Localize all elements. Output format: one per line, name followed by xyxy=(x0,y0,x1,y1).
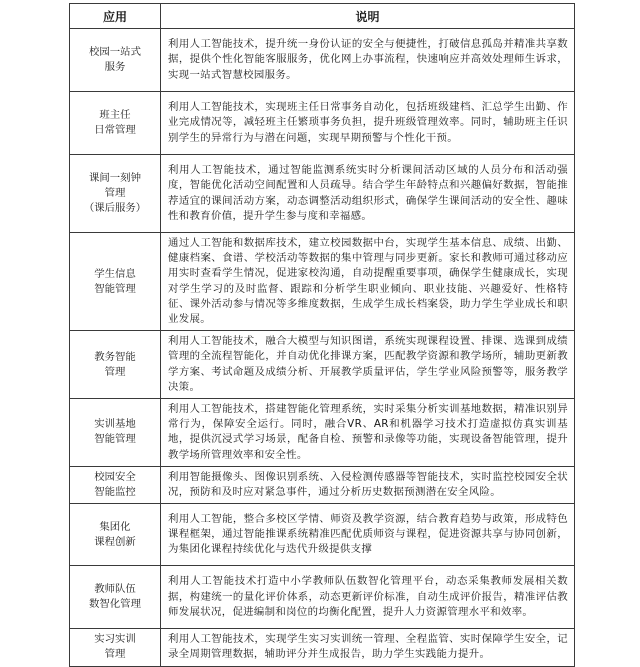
header-desc: 说明 xyxy=(161,4,575,29)
app-name-line: 教师队伍 xyxy=(94,583,136,596)
app-name-cell xyxy=(70,399,161,467)
app-description-cell: 通过人工智能和数据库技术，建立校园数据中台，实现学生基本信息、成绩、出勤、健康档案、食谱、学校活动等数据的集中管理与同步更新。家长和教师可通过移动应用实时查看学生情况，促进家校沟通，自动提醒重要事项，确保学生健康成长，实现对学生学习的及时监督、跟踪和分析学生职业倾向、职业技能、兴趣爱好、性格特征、课外活动参与情况等多维度数据，生成学生成长档案袋，助力学生学业成长和职业发展。 xyxy=(161,233,575,331)
app-name-cell xyxy=(70,629,161,666)
applications-table xyxy=(69,3,575,667)
app-name-line: 实训基地 xyxy=(94,418,136,431)
table-row xyxy=(70,29,575,92)
app-name-line: 实习实训 xyxy=(94,633,136,646)
app-name-line: 日常管理 xyxy=(94,124,136,136)
app-description-cell: 利用人工智能技术，通过智能监测系统实时分析课间活动区域的人员分布和活动强度，智能优化活动空间配置和人员疏导。结合学生年龄特点和兴趣偏好数据，智能推荐适宜的课间活动方案，动态调整活动组织形式，确保学生课间活动的安全性、趣味性和教育价值，提升学生参与度和幸福感。 xyxy=(161,155,575,233)
app-name-line: 服务 xyxy=(104,61,126,73)
table-row xyxy=(70,92,575,155)
app-description-cell: 利用人工智能技术，融合大模型与知识图谱，系统实现课程设置、排课、选课到成绩管理的全流程智能化，并自动优化排课方案，匹配教学资源和教学场所，辅助更新教学方案、考试命题及成绩分析、开展教学质量评估，学生学业风险预警等，服务教学决策。 xyxy=(161,331,575,399)
app-description-cell: 利用智能摄像头、图像识别系统、入侵检测传感器等智能技术，实时监控校园安全状况，预防和及时应对紧急事件，通过分析历史数据预测潜在安全风险。 xyxy=(161,466,575,503)
app-name-line: 课程创新 xyxy=(94,535,136,548)
app-name-cell xyxy=(70,466,161,503)
app-description-cell: 利用人工智能技术，实现学生实习实训统一管理、全程监管、实时保障学生安全，记录全周期管理数据，辅助评分并生成报告，助力学生实践能力提升。 xyxy=(161,629,575,666)
app-description-cell: 利用人工智能，整合多校区学情、师资及教学资源，结合教育趋势与政策，形成特色课程框架，通过智能推课系统精准匹配优质师资与课程，促进资源共享与协同创新，为集团化课程持续优化与迭代升级提供支撑 xyxy=(161,504,575,566)
app-name-cell xyxy=(70,92,161,155)
app-name-line: 班主任 xyxy=(99,109,131,121)
header-app: 应用 xyxy=(70,4,161,29)
app-description-cell: 利用人工智能技术打造中小学教师队伍数智化管理平台，动态采集教师发展相关数据，构建统一的量化评价体系，动态更新评价标准，自动生成评价报告，精准评估教师发展状况，促进编制和岗位的均衡化配置，提升人力资源管理水平和效率。 xyxy=(161,566,575,629)
app-name-cell xyxy=(70,566,161,629)
app-name-line: 校园一站式 xyxy=(89,46,141,58)
app-name-line: 学生信息 xyxy=(94,267,136,280)
app-name-line: 教务智能 xyxy=(94,350,136,363)
app-name-cell xyxy=(70,155,161,233)
app-name-line: 数智化管理 xyxy=(89,598,141,611)
app-name-line: 管理 xyxy=(104,187,126,199)
app-name-line: 集团化 xyxy=(99,520,131,533)
table-row xyxy=(70,566,575,629)
app-name-line: 管理 xyxy=(104,365,126,378)
app-name-cell xyxy=(70,504,161,566)
app-name-line: 智能管理 xyxy=(94,433,136,446)
app-name-line: 智能管理 xyxy=(94,282,136,295)
app-description-cell: 利用人工智能技术，实现班主任日常事务自动化，包括班级建档、汇总学生出勤、作业完成情况等，减轻班主任繁琐事务负担，提升班级管理效率。同时，辅助班主任识别学生的异常行为与潜在问题，实现早期预警与个性化干预。 xyxy=(161,92,575,155)
app-name-line: 智能监控 xyxy=(94,486,136,499)
app-name-cell xyxy=(70,233,161,331)
table-row xyxy=(70,466,575,503)
table-row xyxy=(70,629,575,666)
app-name-cell xyxy=(70,29,161,92)
app-name-line: 课间一刻钟 xyxy=(89,172,141,184)
table-row xyxy=(70,331,575,399)
table-row xyxy=(70,504,575,566)
table-row xyxy=(70,399,575,467)
table-row xyxy=(70,155,575,233)
app-name-line: 校园安全 xyxy=(94,471,136,484)
app-description-cell: 利用人工智能技术，提升统一身份认证的安全与便捷性，打破信息孤岛并精准共享数据，提供个性化智能客服服务，优化网上办事流程，快速响应并高效处理师生诉求，实现一站式智慧校园服务。 xyxy=(161,29,575,92)
app-name-line: 管理 xyxy=(104,648,126,661)
table-header-row xyxy=(70,4,575,29)
table-row xyxy=(70,233,575,331)
app-name-cell xyxy=(70,331,161,399)
app-description-cell: 利用人工智能技术，搭建智能化管理系统，实时采集分析实训基地数据，精准识别异常行为，保障安全运行。同时，融合VR、AR和机器学习技术打造虚拟仿真实训基地，提供沉浸式学习场景，配备自检、预警和录像等功能，实现设备智能管理，提升教学场所管理效率和安全性。 xyxy=(161,399,575,467)
app-name-line: （课后服务） xyxy=(83,202,147,214)
